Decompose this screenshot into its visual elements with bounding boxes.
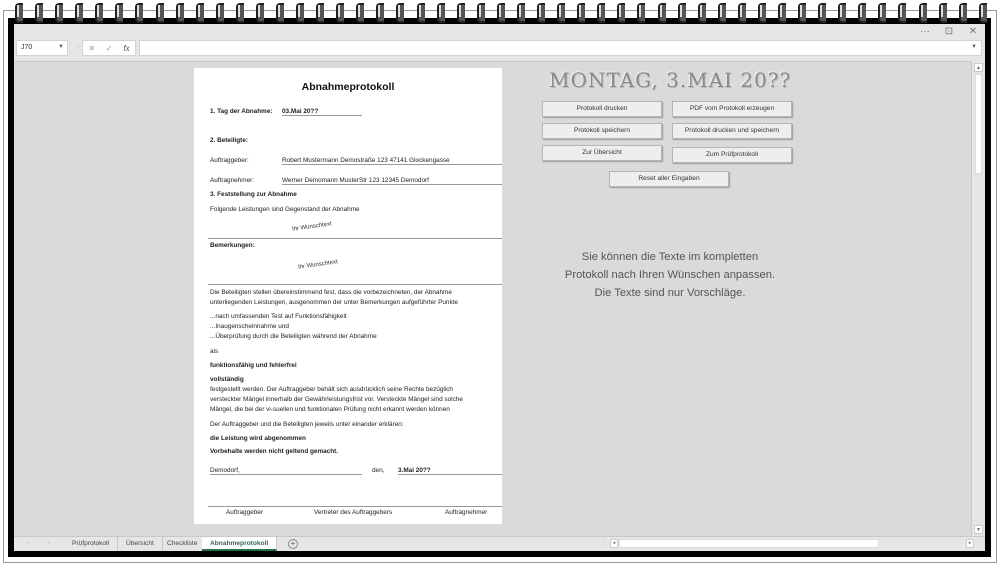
auftragnehmer-label: Auftragnehmer:	[210, 177, 255, 184]
spiral-coil-icon	[476, 2, 484, 20]
spiral-coil-icon	[395, 2, 403, 20]
signature-line	[208, 506, 502, 507]
list-item: ...nach umfassenden Test auf Funktionsfähigkeit	[210, 313, 347, 320]
spiral-coil-icon	[255, 2, 263, 20]
spiral-coil-icon	[797, 2, 805, 20]
tab-checkliste[interactable]: Checkliste	[159, 537, 206, 551]
info-line-2: Protokoll nach Ihren Wünschen anpassen.	[564, 269, 776, 281]
divider	[208, 284, 502, 285]
spiral-coil-icon	[54, 2, 62, 20]
als-text: als	[210, 348, 219, 355]
spiral-coil-icon	[737, 2, 745, 20]
spiral-coil-icon	[596, 2, 604, 20]
name-box-value: J70	[21, 44, 33, 51]
paragraph2-line2: versteckter Mängel innerhalb der Gewährleistungsfrist vor. Versteckte Mängel sind solche	[210, 396, 463, 403]
spiral-coil-icon	[516, 2, 524, 20]
spiral-coil-icon	[697, 2, 705, 20]
auftragnehmer-field[interactable]: Werner Demomann MusterStr 123 12345 Demodorf	[282, 177, 502, 185]
overview-button[interactable]: Zur Übersicht	[542, 145, 662, 161]
spiral-coil-icon	[195, 2, 203, 20]
spiral-coil-icon	[456, 2, 464, 20]
no-reservations-text: Vorbehalte werden nicht geltend gemacht.	[210, 448, 339, 455]
spiral-coil-icon	[34, 2, 42, 20]
wunschtext-field-1[interactable]: Ihr Wunschtext	[291, 221, 333, 233]
divider	[208, 238, 502, 239]
spiral-coil-icon	[416, 2, 424, 20]
spiral-coil-icon	[114, 2, 122, 20]
chevron-down-icon[interactable]: ▼	[58, 44, 64, 50]
pruefprotokoll-button[interactable]: Zum Prüfprotokoll	[672, 147, 792, 163]
tab-navigation-arrows[interactable]: ‹ ›	[28, 540, 58, 546]
name-box[interactable]	[16, 40, 68, 56]
save-protocol-button[interactable]: Protokoll speichern	[542, 123, 662, 139]
auftraggeber-label: Auftraggeber:	[210, 157, 249, 164]
vertical-scroll-thumb[interactable]	[975, 74, 982, 174]
expand-formula-icon[interactable]: ▼	[971, 44, 977, 50]
create-pdf-button[interactable]: PDF vom Protokoll erzeugen	[672, 101, 792, 117]
tab-uebersicht[interactable]: Übersicht	[118, 537, 163, 551]
auftraggeber-field[interactable]: Robert Mustermann Demostraße 123 47141 Glockengasse	[282, 157, 502, 165]
spiral-coil-icon	[295, 2, 303, 20]
spiral-coil-icon	[757, 2, 765, 20]
spiral-coil-icon	[175, 2, 183, 20]
section2-label: 2. Beteiligte:	[210, 137, 248, 144]
wunschtext-field-2[interactable]: Ihr Wunschtext	[297, 259, 339, 271]
paragraph2-line1: festgestellt werden. Der Auftraggeber behält sich ausdrücklich seine Rechte bezüglich	[210, 386, 453, 393]
excel-window	[14, 24, 985, 551]
spiral-coil-icon	[777, 2, 785, 20]
spiral-coil-icon	[335, 2, 343, 20]
spiral-coil-icon	[94, 2, 102, 20]
spiral-coil-icon	[817, 2, 825, 20]
horizontal-scrollbar[interactable]	[610, 539, 974, 549]
paragraph1-line1: Die Beteiligten stellen übereinstimmend fest, dass die vorbezeichneten, der Abnahme	[210, 289, 452, 296]
sign-date-field[interactable]: 3.Mai 20??	[398, 467, 502, 475]
spiral-coil-icon	[74, 2, 82, 20]
scroll-left-icon[interactable]: ◂	[610, 539, 618, 548]
list-item: ...Inaugenscheinnahme und	[210, 323, 289, 330]
den-label: den,	[372, 467, 385, 474]
section1-label: 1. Tag der Abnahme:	[210, 108, 273, 115]
scroll-right-icon[interactable]: ▸	[966, 539, 974, 548]
spiral-coil-icon	[978, 2, 986, 20]
spiral-binding	[14, 2, 986, 24]
spiral-coil-icon	[717, 2, 725, 20]
tab-abnahmeprotokoll[interactable]: Abnahmeprotokoll	[202, 537, 277, 551]
signature-auftraggeber: Auftraggeber	[226, 509, 263, 516]
declaration-text: Der Auftraggeber und die Beteiligten jeweils unter einander erklären:	[210, 421, 404, 428]
spiral-coil-icon	[958, 2, 966, 20]
spiral-coil-icon	[918, 2, 926, 20]
page-title: Abnahmeprotokoll	[301, 81, 395, 93]
list-item: ...Überprüfung durch die Beteiligten während der Abnahme	[210, 333, 377, 340]
spiral-coil-icon	[315, 2, 323, 20]
spiral-coil-icon	[155, 2, 163, 20]
section3-label: 3. Feststellung zur Abnahme	[210, 191, 297, 198]
print-and-save-button[interactable]: Protokoll drucken und speichern	[672, 123, 792, 139]
restore-icon[interactable]: ⊡	[944, 26, 954, 37]
spiral-coil-icon	[636, 2, 644, 20]
insert-function-icon[interactable]: fx	[123, 43, 130, 53]
accepted-text: die Leistung wird abgenommen	[210, 435, 306, 442]
scroll-up-icon[interactable]: ▲	[974, 63, 983, 72]
spiral-coil-icon	[837, 2, 845, 20]
spiral-coil-icon	[275, 2, 283, 20]
info-line-3: Die Texte sind nur Vorschläge.	[594, 287, 746, 299]
info-text	[534, 248, 806, 302]
spiral-coil-icon	[14, 2, 22, 20]
paragraph1-line2: unterliegenden Leistungen, ausgenommen der unter Bemerkungen aufgeführter Punkte	[210, 299, 458, 306]
close-icon[interactable]: ✕	[968, 26, 978, 37]
scroll-down-icon[interactable]: ▼	[974, 525, 983, 534]
horizontal-scroll-thumb[interactable]	[619, 539, 879, 548]
sheet-tab-bar	[14, 536, 985, 551]
formula-input[interactable]	[139, 40, 982, 56]
print-protocol-button[interactable]: Protokoll drucken	[542, 101, 662, 117]
scrollbar-split-grip[interactable]: ⋮	[600, 540, 606, 546]
paragraph2-line3: Mängel, die bei der vi-suellen und funktionalen Prüfung nicht erkannt werden können	[210, 406, 450, 413]
spiral-coil-icon	[616, 2, 624, 20]
worksheet-area[interactable]	[14, 61, 972, 536]
spiral-coil-icon	[677, 2, 685, 20]
protocol-page	[194, 68, 502, 524]
window-controls	[919, 26, 979, 38]
spiral-coil-icon	[657, 2, 665, 20]
spiral-coil-icon	[235, 2, 243, 20]
spiral-coil-icon	[877, 2, 885, 20]
add-sheet-icon[interactable]: +	[288, 539, 298, 549]
info-line-1: Sie können die Texte im kompletten	[581, 251, 759, 263]
vertical-scrollbar[interactable]	[972, 61, 985, 536]
formula-bar	[14, 40, 985, 58]
bemerkungen-label: Bemerkungen:	[210, 242, 255, 249]
tab-pruefprotokoll[interactable]: Prüfprotokoll	[64, 537, 118, 551]
spiral-coil-icon	[857, 2, 865, 20]
functional-text: funktionsfähig und fehlerfrei	[210, 362, 297, 369]
spiral-coil-icon	[134, 2, 142, 20]
section3-text: Folgende Leistungen sind Gegenstand der Abnahme	[210, 206, 360, 213]
complete-text: vollständig	[210, 376, 244, 383]
spiral-coil-icon	[536, 2, 544, 20]
spiral-coil-icon	[576, 2, 584, 20]
spiral-coil-icon	[355, 2, 363, 20]
signature-auftragnehmer: Auftragnehmer	[445, 509, 488, 516]
spiral-coil-icon	[897, 2, 905, 20]
formula-buttons	[82, 40, 136, 56]
signature-vertreter: Vertreter des Auftraggebers	[314, 509, 393, 516]
spiral-coil-icon	[938, 2, 946, 20]
cancel-icon[interactable]: ✕	[88, 43, 96, 53]
acceptance-date-field[interactable]: 03.Mai 20??	[282, 108, 362, 116]
spiral-coil-icon	[375, 2, 383, 20]
ribbon-options-icon[interactable]: ···	[920, 26, 930, 37]
place-field[interactable]: Demodorf,	[210, 467, 362, 475]
spiral-coil-icon	[496, 2, 504, 20]
spiral-coil-icon	[436, 2, 444, 20]
enter-icon[interactable]: ✓	[105, 43, 113, 53]
spiral-coil-icon	[215, 2, 223, 20]
header-date: MONTAG, 3.MAI 20??	[549, 68, 792, 92]
reset-button[interactable]: Reset aller Eingaben	[609, 171, 729, 187]
separator-grip: ⋮	[74, 43, 82, 52]
spiral-coil-icon	[556, 2, 564, 20]
